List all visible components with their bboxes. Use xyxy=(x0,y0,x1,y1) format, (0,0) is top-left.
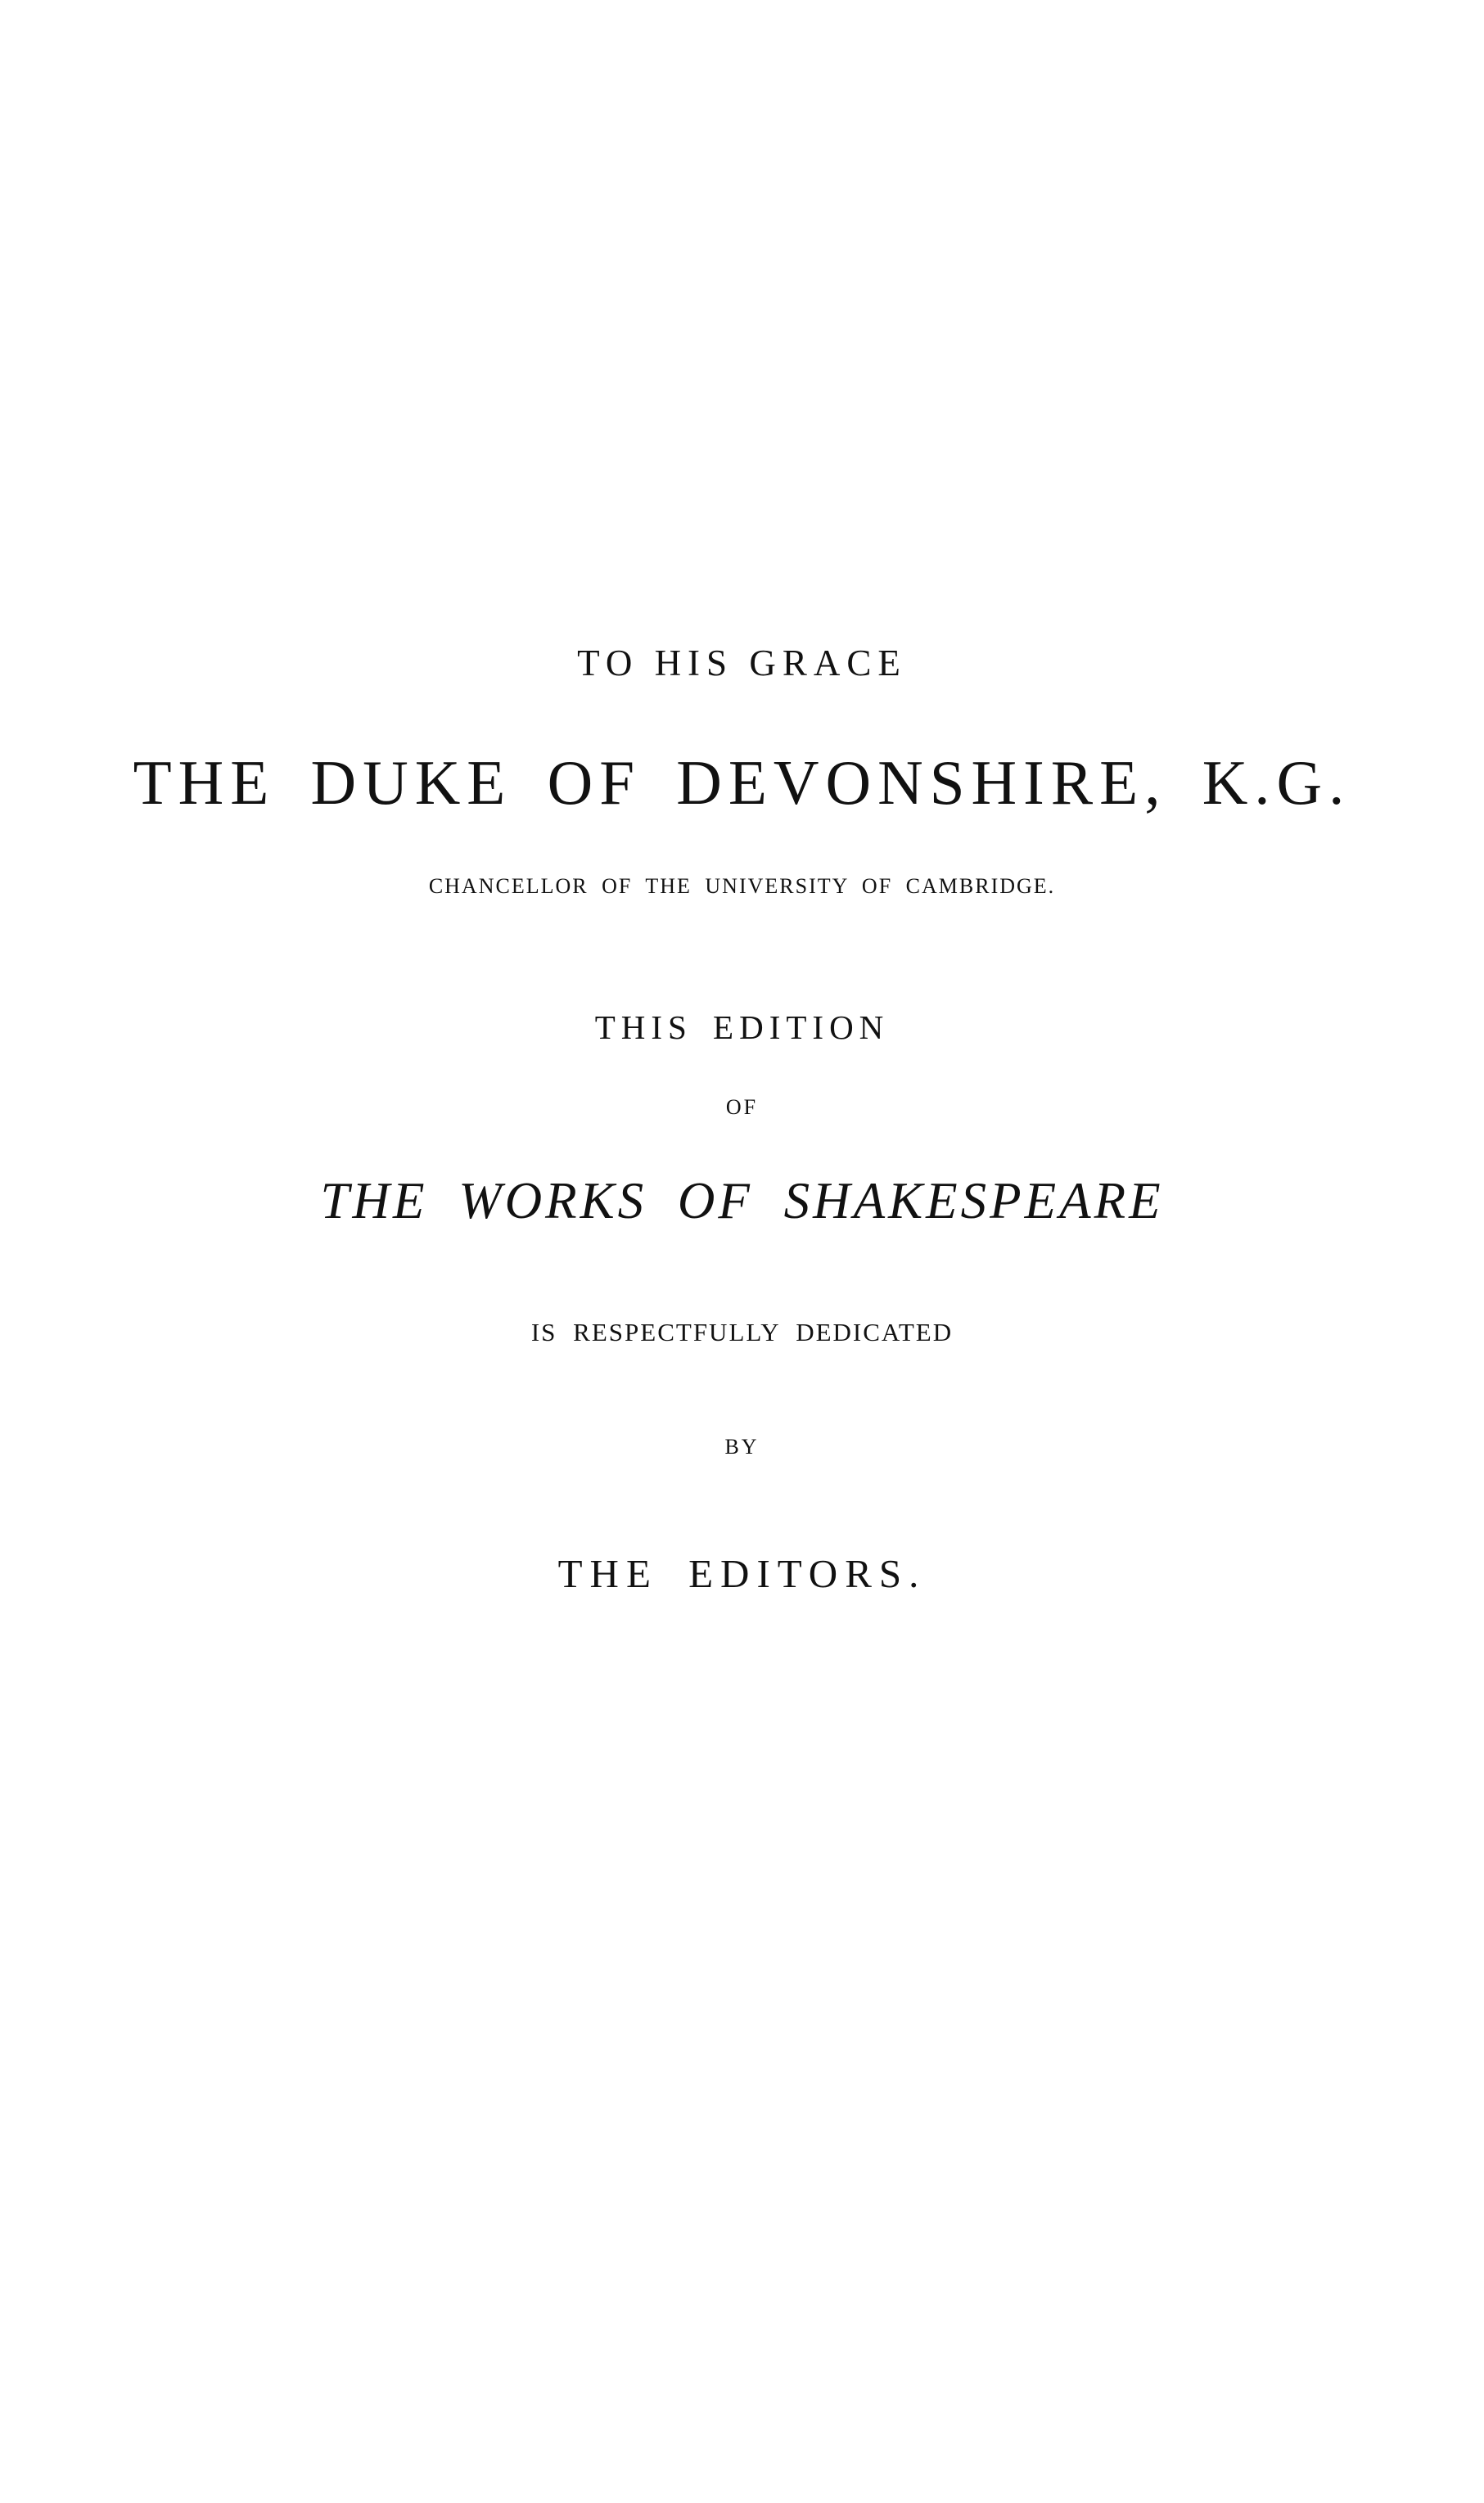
dedicatee-name: THE DUKE OF DEVONSHIRE, K.G. xyxy=(133,747,1351,818)
editors-signature: THE EDITORS. xyxy=(557,1551,927,1596)
dedication-statement: IS RESPECTFULLY DEDICATED xyxy=(530,1318,954,1346)
dedication-salutation: TO HIS GRACE xyxy=(577,643,907,683)
work-title: THE WORKS OF SHAKESPEARE xyxy=(320,1172,1164,1229)
of-text: OF xyxy=(725,1095,759,1119)
by-text: BY xyxy=(724,1435,760,1459)
this-edition-text: THIS EDITION xyxy=(594,1008,890,1046)
dedicatee-title: CHANCELLOR OF THE UNIVERSITY OF CAMBRIDGE. xyxy=(428,874,1056,898)
